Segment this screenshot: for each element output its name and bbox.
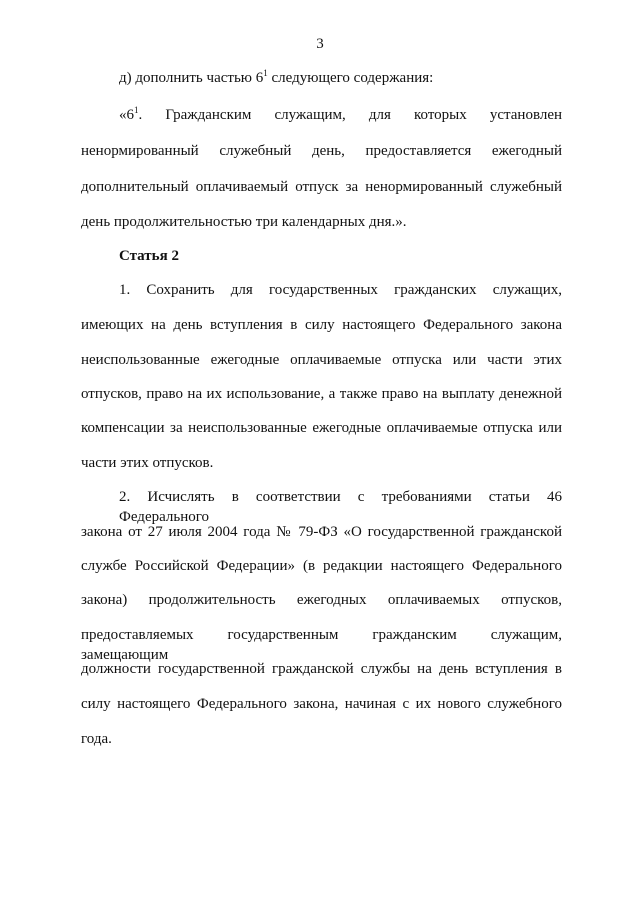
- paragraph-line: неиспользованные ежегодные оплачиваемые отпуска или части этих: [81, 352, 562, 368]
- amendment-line-rest: . Гражданским служащим, для которых установлен: [138, 107, 562, 123]
- paragraph-line: компенсации за неиспользованные ежегодные оплачиваемые отпуска или: [81, 420, 562, 436]
- amendment-intro-superscript: 1: [263, 68, 268, 78]
- paragraph-line: предоставляемых государственным гражданским служащим, замещающим: [81, 627, 562, 663]
- paragraph-line: закона от 27 июля 2004 года № 79-ФЗ «О государственной гражданской: [81, 524, 562, 540]
- amendment-line-start: «6: [119, 107, 134, 123]
- paragraph-line: должности государственной гражданской службы на день вступления в: [81, 661, 562, 677]
- paragraph-line: закона) продолжительность ежегодных оплачиваемых отпусков,: [81, 592, 562, 608]
- amendment-line: дополнительный оплачиваемый отпуск за ненормированный служебный: [81, 179, 562, 195]
- amendment-intro-text: д) дополнить частью 6: [119, 70, 264, 86]
- paragraph-line: силу настоящего Федерального закона, начиная с их нового служебного: [81, 696, 562, 712]
- amendment-line: [119, 105, 562, 125]
- paragraph-line: 1. Сохранить для государственных гражданских служащих,: [119, 282, 562, 298]
- amendment-line: день продолжительностью три календарных дня.».: [81, 214, 407, 230]
- paragraph-line: части этих отпусков.: [81, 455, 214, 471]
- amendment-line: ненормированный служебный день, предоставляется ежегодный: [81, 143, 562, 159]
- article-heading: Статья 2: [119, 248, 179, 264]
- paragraph-line: 2. Исчислять в соответствии с требованиями статьи 46 Федерального: [119, 489, 562, 525]
- amendment-superscript: 1: [134, 105, 139, 115]
- paragraph-line: службе Российской Федерации» (в редакции настоящего Федерального: [81, 558, 562, 574]
- paragraph-line: имеющих на день вступления в силу настоящего Федерального закона: [81, 317, 562, 333]
- page-number: 3: [316, 36, 324, 52]
- amendment-intro-text-end: следующего содержания:: [267, 70, 434, 86]
- amendment-intro: [119, 68, 562, 88]
- paragraph-line: отпусков, право на их использование, а также право на выплату денежной: [81, 386, 562, 402]
- paragraph-line: года.: [81, 731, 112, 747]
